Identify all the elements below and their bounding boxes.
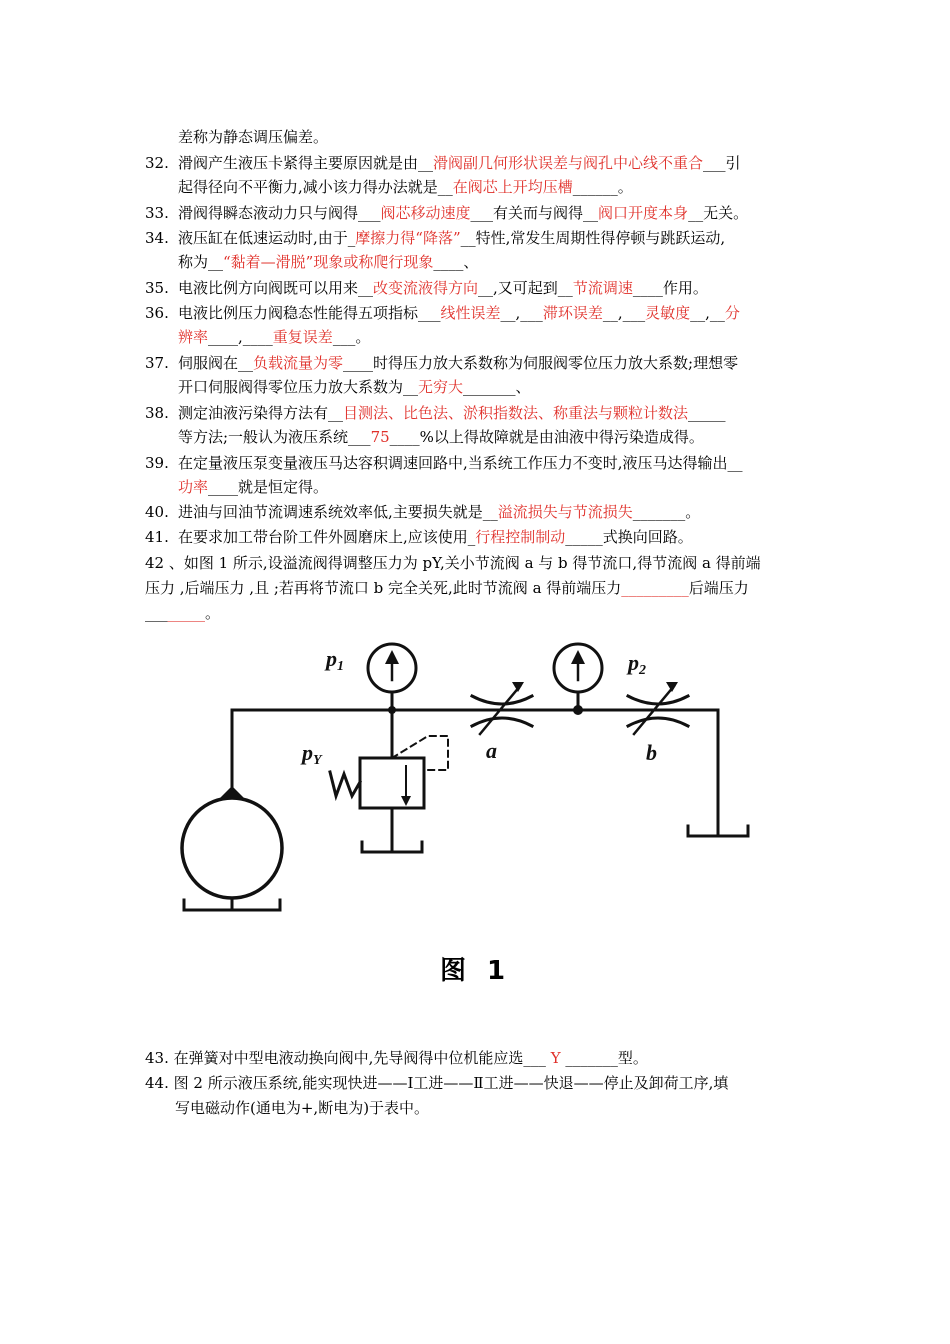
- q32-text: 滑阀产生液压卡紧得主要原因就是由: [178, 154, 419, 172]
- q36-answer4b: 辨率: [178, 328, 209, 346]
- throttle-b-upper: [628, 696, 688, 704]
- q42-line2: [145, 578, 749, 598]
- pump-symbol: [182, 798, 282, 898]
- q40-text: _______。: [632, 503, 701, 521]
- q41-number: 41.: [145, 528, 169, 546]
- q36-line1: [178, 303, 740, 323]
- q35-text: 电液比例方向阀既可以用来__: [178, 279, 374, 297]
- q32-text: ______。: [572, 178, 633, 196]
- q38-answer1: 目测法、比色法、淤积指数法、称重法与颗粒计数法: [343, 404, 689, 422]
- label-p1: p1: [326, 646, 344, 674]
- junction-dot-p2: [573, 705, 583, 715]
- q32-text: ___引: [703, 154, 741, 172]
- q32-number: 32.: [145, 154, 169, 172]
- q36-text: __,__: [690, 304, 725, 322]
- q42-line3: [145, 603, 220, 623]
- throttle-a-lower: [472, 718, 532, 726]
- q43-line: [145, 1048, 648, 1068]
- q36-line2: [178, 327, 370, 347]
- q33-number: 33.: [145, 204, 169, 222]
- valve-arrowhead: [401, 796, 411, 806]
- throttle-b-arrowhead: [666, 682, 678, 692]
- q36-text: 电液比例压力阀稳态性能得五项指标___: [178, 304, 441, 322]
- q36-text: ___。: [332, 328, 371, 346]
- q42-text: ___: [145, 604, 168, 622]
- q38-answer2: 75: [370, 428, 390, 446]
- figure-caption: 图 1: [440, 956, 512, 986]
- q35-answer1: 改变流液得方向: [373, 279, 479, 297]
- q34-text: 称为__: [178, 253, 224, 271]
- q42-text: 后端压力: [688, 579, 749, 597]
- hydraulic-circuit-diagram: [140, 630, 760, 930]
- q41-text: _____式换向回路。: [565, 528, 693, 546]
- q39-line1: 在定量液压泵变量液压马达容积调速回路中,当系统工作压力不变时,液压马达得输出__: [178, 454, 743, 472]
- q34-answer1: 摩擦力得“降落”: [355, 229, 461, 247]
- q44-line1: [145, 1073, 728, 1093]
- q40-line: [178, 502, 700, 522]
- q39-answer: 功率: [178, 478, 209, 496]
- q32-line1: [178, 153, 741, 173]
- q33-line: [178, 203, 748, 223]
- pilot-line: [392, 736, 448, 770]
- q41-line: [178, 527, 693, 547]
- q37-line1: [178, 353, 738, 373]
- q35-text: __,又可起到__: [478, 279, 573, 297]
- q43-answer: Y: [545, 1049, 566, 1067]
- q39-text: ____就是恒定得。: [208, 478, 329, 496]
- q44-text: 图 2 所示液压系统,能实现快进——Ⅰ工进——Ⅱ工进——快退——停止及卸荷工序,填: [173, 1074, 729, 1092]
- q40-number: 40.: [145, 503, 169, 521]
- q33-text: __无关。: [688, 204, 749, 222]
- q36-text: __,___: [602, 304, 646, 322]
- q43-text: 在弹簧对中型电液动换向阀中,先导阀得中位机能应选___: [173, 1049, 546, 1067]
- q36-number: 36.: [145, 304, 169, 322]
- q38-text: 测定油液污染得方法有__: [178, 404, 344, 422]
- q36-text: ____,____: [208, 328, 273, 346]
- q34-text: ____、: [433, 253, 479, 271]
- q43-text: _______型。: [565, 1049, 648, 1067]
- q32-answer2: 在阀芯上开均压槽: [452, 178, 573, 196]
- q31-tail: 差称为静态调压偏差。: [178, 128, 329, 146]
- label-py: pY: [302, 740, 322, 768]
- q42-text: 。: [205, 604, 221, 622]
- q36-answer1: 线性误差: [440, 304, 501, 322]
- q41-answer: 行程控制制动: [475, 528, 566, 546]
- q32-blank: __: [418, 154, 434, 172]
- q37-line2: [178, 377, 531, 397]
- junction-dot-p1: [388, 706, 396, 714]
- q34-text: 液压缸在低速运动时,由于_: [178, 229, 356, 247]
- q43-number: 43.: [145, 1049, 169, 1067]
- q34-number: 34.: [145, 229, 169, 247]
- q36-text: __,___: [500, 304, 543, 322]
- q34-line1: [178, 228, 725, 248]
- q37-answer1: 负载流量为零: [253, 354, 344, 372]
- q37-text: 伺服阀在__: [178, 354, 254, 372]
- q36-answer4a: 分: [724, 304, 740, 322]
- q38-line1: [178, 403, 726, 423]
- q37-text: 开口伺服阀得零位压力放大系数为__: [178, 378, 419, 396]
- q32-text: 起得径向不平衡力,减小该力得办法就是__: [178, 178, 453, 196]
- throttle-a-arrowhead: [512, 682, 524, 692]
- q36-answer2: 滞环误差: [542, 304, 603, 322]
- q37-text: _______、: [463, 378, 531, 396]
- q34-text: __特性,常发生周期性得停顿与跳跃运动,: [460, 229, 726, 247]
- q40-text: 进油与回油节流调速系统效率低,主要损失就是__: [178, 503, 498, 521]
- q36-answer5: 重复误差: [272, 328, 333, 346]
- q34-line2: [178, 252, 478, 272]
- q35-text: ____作用。: [632, 279, 708, 297]
- relief-valve-body: [360, 758, 424, 808]
- label-b: b: [646, 740, 657, 765]
- label-a: a: [486, 738, 497, 763]
- q35-number: 35.: [145, 279, 169, 297]
- q42-line1: 42 、如图 1 所示,设溢流阀得调整压力为 pY,关小节流阀 a 与 b 得节流口,得节流阀 a 得前端: [145, 554, 761, 572]
- q39-number: 39.: [145, 454, 169, 472]
- q40-answer: 溢流损失与节流损失: [497, 503, 633, 521]
- q38-text: 等方法;一般认为液压系统___: [178, 428, 371, 446]
- q35-answer2: 节流调速: [572, 279, 633, 297]
- q44-number: 44.: [145, 1074, 169, 1092]
- q39-line2: [178, 477, 328, 497]
- throttle-a-upper: [472, 696, 532, 704]
- q33-answer1: 阀芯移动速度: [380, 204, 471, 222]
- q35-line: [178, 278, 708, 298]
- gauge-p1-arrowhead: [385, 650, 399, 664]
- pump-direction-triangle: [220, 786, 244, 798]
- q44-line2: 写电磁动作(通电为+,断电为)于表中。: [175, 1099, 430, 1117]
- q37-number: 37.: [145, 354, 169, 372]
- q37-answer2: 无穷大: [418, 378, 464, 396]
- q41-text: 在要求加工带台阶工件外圆磨床上,应该使用_: [178, 528, 476, 546]
- gauge-p2-arrowhead: [571, 650, 585, 664]
- q38-text: _____: [688, 404, 726, 422]
- q38-line2: [178, 427, 704, 447]
- q37-text: ____时得压力放大系数称为伺服阀零位压力放大系数;理想零: [343, 354, 739, 372]
- q32-answer1: 滑阀副几何形状误差与阀孔中心线不重合: [433, 154, 704, 172]
- q32-line2: [178, 177, 633, 197]
- q33-text: 滑阀得瞬态液动力只与阀得___: [178, 204, 381, 222]
- spring-symbol: [330, 772, 360, 796]
- q34-answer2: “黏着—滑脱”现象或称爬行现象: [223, 253, 434, 271]
- q38-text: ____%以上得故障就是由油液中得污染造成得。: [389, 428, 704, 446]
- q42-blank1: _________: [621, 579, 689, 597]
- q36-answer3: 灵敏度: [645, 304, 691, 322]
- q42-blank2: _____: [167, 604, 205, 622]
- q33-text: ___有关而与阀得__: [470, 204, 599, 222]
- label-p2: p2: [628, 650, 646, 678]
- q38-number: 38.: [145, 404, 169, 422]
- q42-text: 压力 ,后端压力 ,且 ;若再将节流口 b 完全关死,此时节流阀 a 得前端压力: [145, 579, 622, 597]
- throttle-b-lower: [628, 718, 688, 726]
- q33-answer2: 阀口开度本身: [598, 204, 689, 222]
